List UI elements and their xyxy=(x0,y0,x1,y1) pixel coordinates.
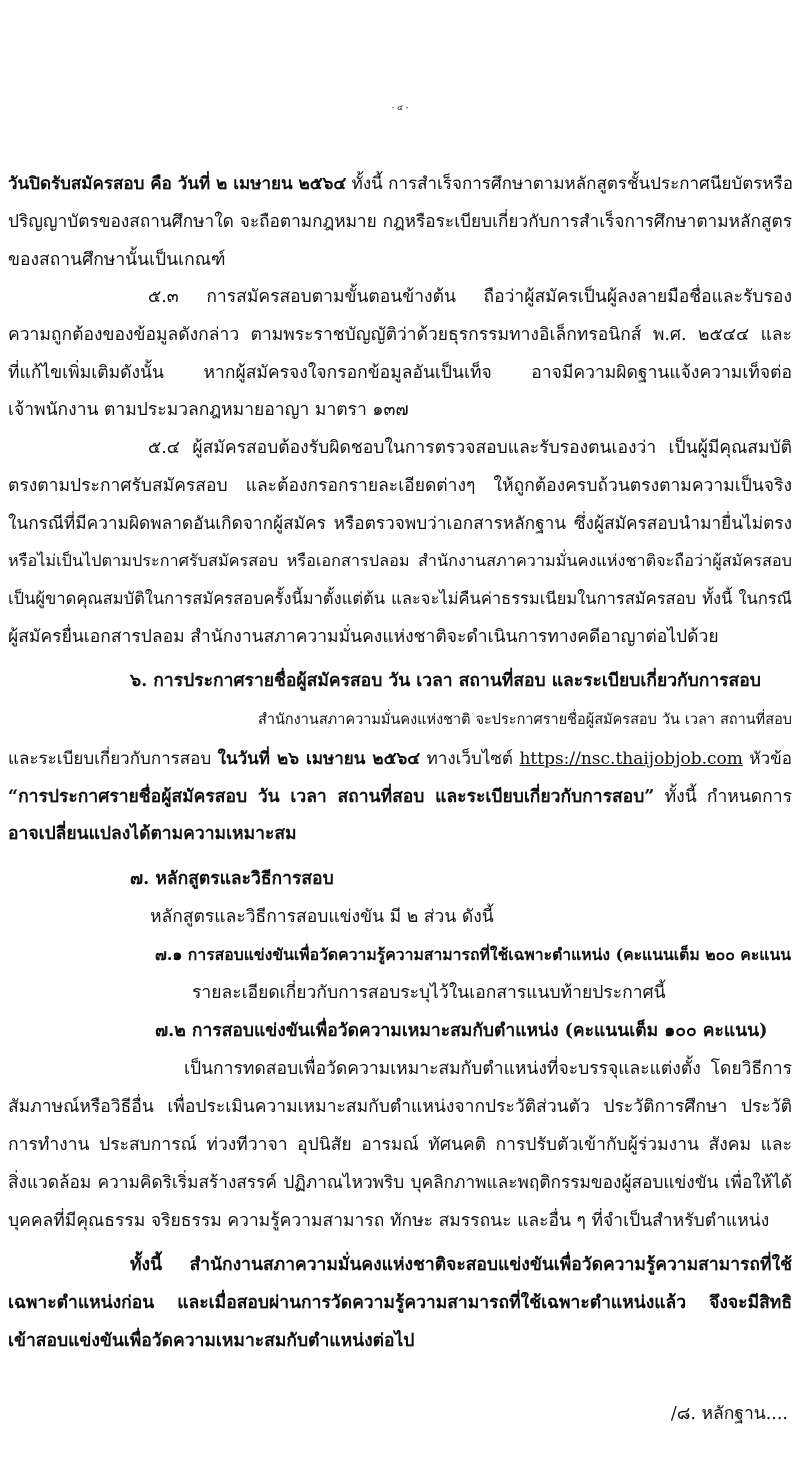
s7-p-line1: เป็นการทดสอบเพื่อวัดความเหมาะสมกับตำแหน่งที่จะบรรจุและแต่งตั้ง โดยวิธีการ xyxy=(184,1059,792,1079)
s5-4-line1: ๕.๔ ผู้สมัครสอบต้องรับผิดชอบในการตรวจสอบและรับรองตนเองว่า เป็นผู้มีคุณสมบัติ xyxy=(148,438,792,458)
s7-p-line4: สิ่งแวดล้อม ความคิดริเริ่มสร้างสรรค์ ปฏิภาณไหวพริบ บุคลิกภาพและพฤติกรรมของผู้สอบแข่งขัน เพื่อให้ได้ xyxy=(8,1173,792,1193)
s7-note-line2: เฉพาะตำแหน่งก่อน และเมื่อสอบผ่านการวัดความรู้ความสามารถที่ใช้เฉพาะตำแหน่งแล้ว จึงจะมีสิทธิ xyxy=(8,1293,792,1313)
s6-line4: อาจเปลี่ยนแปลงได้ตามความเหมาะสม xyxy=(8,824,297,844)
closing-date-text: วันปิดรับสมัครสอบ คือ วันที่ ๒ เมษายน ๒๕๖๔ xyxy=(8,174,347,194)
s5-4-line6: ผู้สมัครยื่นเอกสารปลอม สำนักงานสภาความมั่นคงแห่งชาติจะดำเนินการทางคดีอาญาต่อไปด้วย xyxy=(8,627,719,647)
continuation-footer: /๘. หลักฐาน.... xyxy=(670,1404,788,1424)
s7-item1: ๗.๑ การสอบแข่งขันเพื่อวัดความรู้ความสามารถที่ใช้เฉพาะตำแหน่ง (คะแนนเต็ม ๒๐๐ คะแนน xyxy=(155,945,791,964)
s5-4-line2: ตรงตามประกาศรับสมัครสอบ และต้องกรอกรายละเอียดต่างๆ ให้ถูกต้องครบถ้วนตรงตามความเป็นจริง xyxy=(8,476,792,496)
announcement-date-text: ในวันที่ ๒๖ เมษายน ๒๕๖๔ xyxy=(217,749,421,769)
s6-line3-rest: ทั้งนี้ กำหนดการ xyxy=(654,787,792,807)
s6-line2-b: ทางเว็บไซต์ xyxy=(420,749,520,769)
announcement-topic-text: “การประกาศรายชื่อผู้สมัครสอบ วัน เวลา สถานที่สอบ และระเบียบเกี่ยวกับการสอบ” xyxy=(8,787,655,807)
s6-line2 xyxy=(8,751,792,768)
s7-intro: หลักสูตรและวิธีการสอบแข่งขัน มี ๒ ส่วน ดังนี้ xyxy=(150,907,494,927)
s7-p-line5: บุคคลที่มีคุณธรรม จริยธรรม ความรู้ความสามารถ ทักษะ สมรรถนะ และอื่น ๆ ที่จำเป็นสำหรับตำแหน่ง xyxy=(8,1211,770,1231)
s6-line3 xyxy=(8,789,792,807)
s5-3-line4: เจ้าพนักงาน ตามประมวลกฎหมายอาญา มาตรา ๑๓๗ xyxy=(8,400,409,420)
s6-line1: สำนักงานสภาความมั่นคงแห่งชาติ จะประกาศรายชื่อผู้สมัครสอบ วัน เวลา สถานที่สอบ xyxy=(258,712,792,728)
section-6-heading: ๖. การประกาศรายชื่อผู้สมัครสอบ วัน เวลา สถานที่สอบ และระเบียบเกี่ยวกับการสอบ xyxy=(130,671,761,691)
s5-4-line4: หรือไม่เป็นไปตามประกาศรับสมัครสอบ หรือเอกสารปลอม สำนักงานสภาความมั่นคงแห่งชาติจะถือว่าผู้สมัครสอบ xyxy=(8,551,792,570)
s6-line2-c: หัวข้อ xyxy=(742,749,792,769)
s5-line3: ของสถานศึกษานั้นเป็นเกณฑ์ xyxy=(8,250,226,270)
s6-line2-a: และระเบียบเกี่ยวกับการสอบ xyxy=(8,749,218,769)
s5-3-line2: ความถูกต้องของข้อมูลดังกล่าว ตามพระราชบัญญัติว่าด้วยธุรกรรมทางอิเล็กทรอนิกส์ พ.ศ. ๒๕๔๔ และ xyxy=(8,325,792,345)
s5-line1 xyxy=(8,176,792,193)
s7-item1-detail: รายละเอียดเกี่ยวกับการสอบระบุไว้ในเอกสารแนบท้ายประกาศนี้ xyxy=(192,983,666,1003)
s5-3-line1: ๕.๓ การสมัครสอบตามขั้นตอนข้างต้น ถือว่าผู้สมัครเป็นผู้ลงลายมือชื่อและรับรอง xyxy=(148,287,792,307)
s7-note-line1: ทั้งนี้ สำนักงานสภาความมั่นคงแห่งชาติจะสอบแข่งขันเพื่อวัดความรู้ความสามารถที่ใช้ xyxy=(130,1255,792,1275)
page-number: - ๔ - xyxy=(391,103,409,112)
section-7-heading: ๗. หลักสูตรและวิธีการสอบ xyxy=(130,869,334,889)
s7-p-line2: สัมภาษณ์หรือวิธีอื่น เพื่อประเมินความเหมาะสมกับตำแหน่งจากประวัติส่วนตัว ประวัติการศึกษา ประวัติ xyxy=(8,1097,792,1117)
s7-note-line3: เข้าสอบแข่งขันเพื่อวัดความเหมาะสมกับตำแหน่งต่อไป xyxy=(8,1331,415,1351)
s5-4-line3: ในกรณีที่มีความผิดพลาดอันเกิดจากผู้สมัคร หรือตรวจพบว่าเอกสารหลักฐาน ซึ่งผู้สมัครสอบนำมายื่นไม่ตรง xyxy=(8,514,792,534)
s7-p-line3: การทำงาน ประสบการณ์ ท่วงทีวาจา อุปนิสัย อารมณ์ ทัศนคติ การปรับตัวเข้ากับผู้ร่วมงาน สังคม และ xyxy=(8,1135,792,1155)
s5-4-line5: เป็นผู้ขาดคุณสมบัติในการสมัครสอบครั้งนี้มาตั้งแต่ต้น และจะไม่คืนค่าธรรมเนียมในการสมัครสอบ ทั้งนี้ ในกรณี xyxy=(8,589,792,608)
website-link[interactable]: https://nsc.thaijobjob.com xyxy=(519,749,743,769)
s7-item2: ๗.๒ การสอบแข่งขันเพื่อวัดความเหมาะสมกับตำแหน่ง (คะแนนเต็ม ๑๐๐ คะแนน) xyxy=(155,1021,768,1041)
s5-line2: ปริญญาบัตรของสถานศึกษาใด จะถือตามกฎหมาย กฎหรือระเบียบเกี่ยวกับการสำเร็จการศึกษาตามหลักสูตร xyxy=(8,212,792,232)
s5-3-line3: ที่แก้ไขเพิ่มเติมดังนั้น หากผู้สมัครจงใจกรอกข้อมูลอันเป็นเท็จ อาจมีความผิดฐานแจ้งความเท็จต่อ xyxy=(8,363,792,383)
s5-line1-rest: ทั้งนี้ การสำเร็จการศึกษาตามหลักสูตรชั้นประกาศนียบัตรหรือ xyxy=(346,174,793,194)
